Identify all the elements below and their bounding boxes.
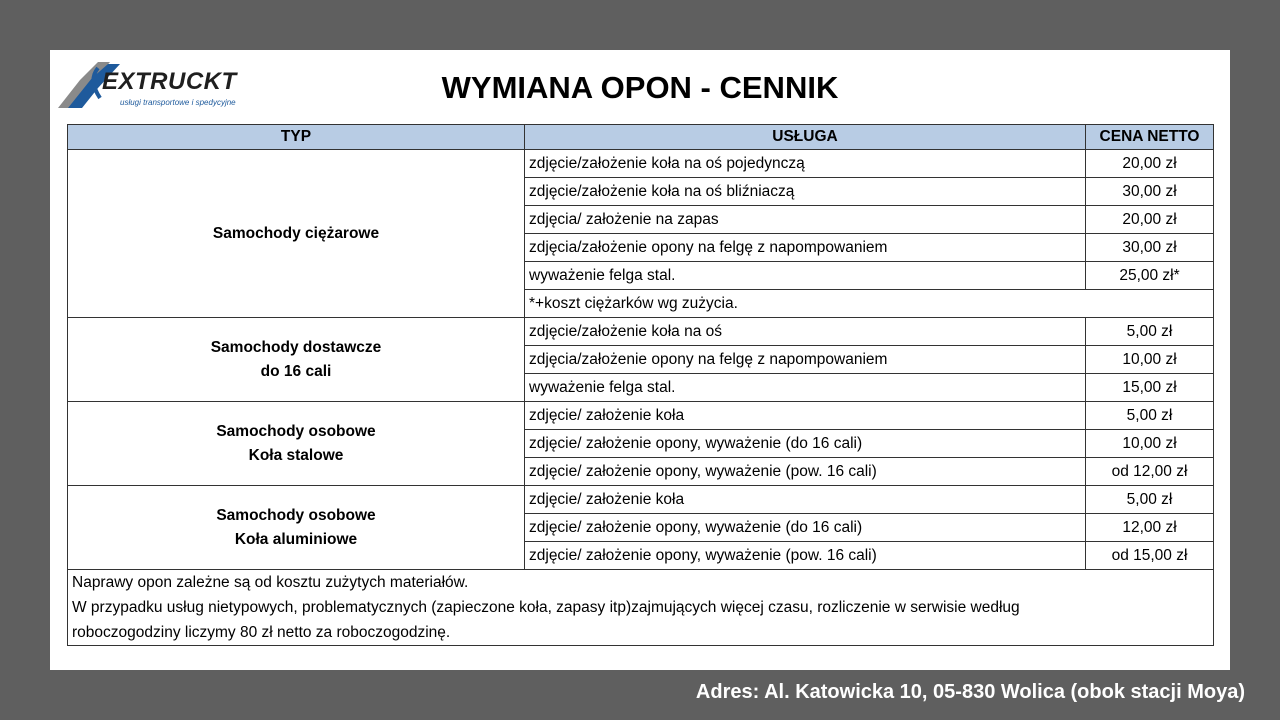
table-row [68,570,1214,646]
type-sublabel: do 16 cali [260,362,332,380]
type-label: Samochody osobowe [216,422,376,440]
weights-note: *+koszt ciężarków wg zużycia. [525,290,1214,318]
service-cell: zdjęcie/ założenie opony, wyważenie (pow. 16 cali) [525,542,1086,570]
type-label: Samochody dostawcze [210,338,382,356]
price-cell: 20,00 zł [1086,150,1214,178]
table-row [68,486,1214,514]
type-label: Samochody osobowe [216,506,376,524]
logo-tagline: usługi transportowe i spedycyjne [120,98,236,107]
service-cell: zdjęcie/ założenie opony, wyważenie (pow. 16 cali) [525,458,1086,486]
service-cell: zdjęcie/założenie koła na oś bliźniaczą [525,178,1086,206]
type-sublabel: Koła aluminiowe [234,530,358,548]
service-cell: zdjęcie/założenie koła na oś [525,318,1086,346]
type-sublabel: Koła stalowe [248,446,344,464]
price-cell: 25,00 zł* [1086,262,1214,290]
type-cell [68,402,525,486]
type-cell [68,150,525,318]
header-usluga: USŁUGA [525,125,1086,150]
price-sheet [50,50,1230,670]
service-cell: zdjęcie/ założenie koła [525,486,1086,514]
service-cell: zdjęcie/założenie koła na oś pojedynczą [525,150,1086,178]
type-label: Samochody ciężarowe [212,224,380,242]
price-cell: 5,00 zł [1086,318,1214,346]
table-row [68,150,1214,178]
footer-line: roboczogodziny liczymy 80 zł netto za roboczogodzinę. [72,624,451,641]
service-cell: zdjęcia/założenie opony na felgę z napompowaniem [525,234,1086,262]
page-title: WYMIANA OPON - CENNIK [441,70,839,105]
table-row [68,318,1214,346]
price-cell: 30,00 zł [1086,234,1214,262]
price-cell: 10,00 zł [1086,430,1214,458]
price-cell: 12,00 zł [1086,514,1214,542]
price-cell: 30,00 zł [1086,178,1214,206]
service-cell: wyważenie felga stal. [525,374,1086,402]
service-cell: zdjęcie/ założenie opony, wyważenie (do 16 cali) [525,514,1086,542]
header-typ: TYP [68,125,525,150]
service-cell: zdjęcia/ założenie na zapas [525,206,1086,234]
header-cena: CENA NETTO [1086,125,1214,150]
address-text: Adres: Al. Katowicka 10, 05-830 Wolica (obok stacji Moya) [695,681,1245,703]
price-cell: od 15,00 zł [1086,542,1214,570]
footer-line: W przypadku usług nietypowych, problematycznych (zapieczone koła, zapasy itp)zajmujących więcej czasu, rozliczenie w serwisie według [72,599,1020,616]
service-cell: zdjęcie/ założenie opony, wyważenie (do 16 cali) [525,430,1086,458]
logo-brand: EXTRUCKT [102,68,237,95]
price-cell: 5,00 zł [1086,402,1214,430]
type-cell [68,318,525,402]
price-cell: 5,00 zł [1086,486,1214,514]
price-table [67,124,1214,646]
table-row [68,402,1214,430]
price-cell: od 12,00 zł [1086,458,1214,486]
price-cell: 20,00 zł [1086,206,1214,234]
price-cell: 10,00 zł [1086,346,1214,374]
table-header-row [68,125,1214,150]
footer-line: Naprawy opon zależne są od kosztu zużytych materiałów. [72,574,469,591]
type-cell [68,486,525,570]
price-cell: 15,00 zł [1086,374,1214,402]
service-cell: wyważenie felga stal. [525,262,1086,290]
service-cell: zdjęcia/założenie opony na felgę z napompowaniem [525,346,1086,374]
footer-notes [68,570,1214,646]
service-cell: zdjęcie/ założenie koła [525,402,1086,430]
